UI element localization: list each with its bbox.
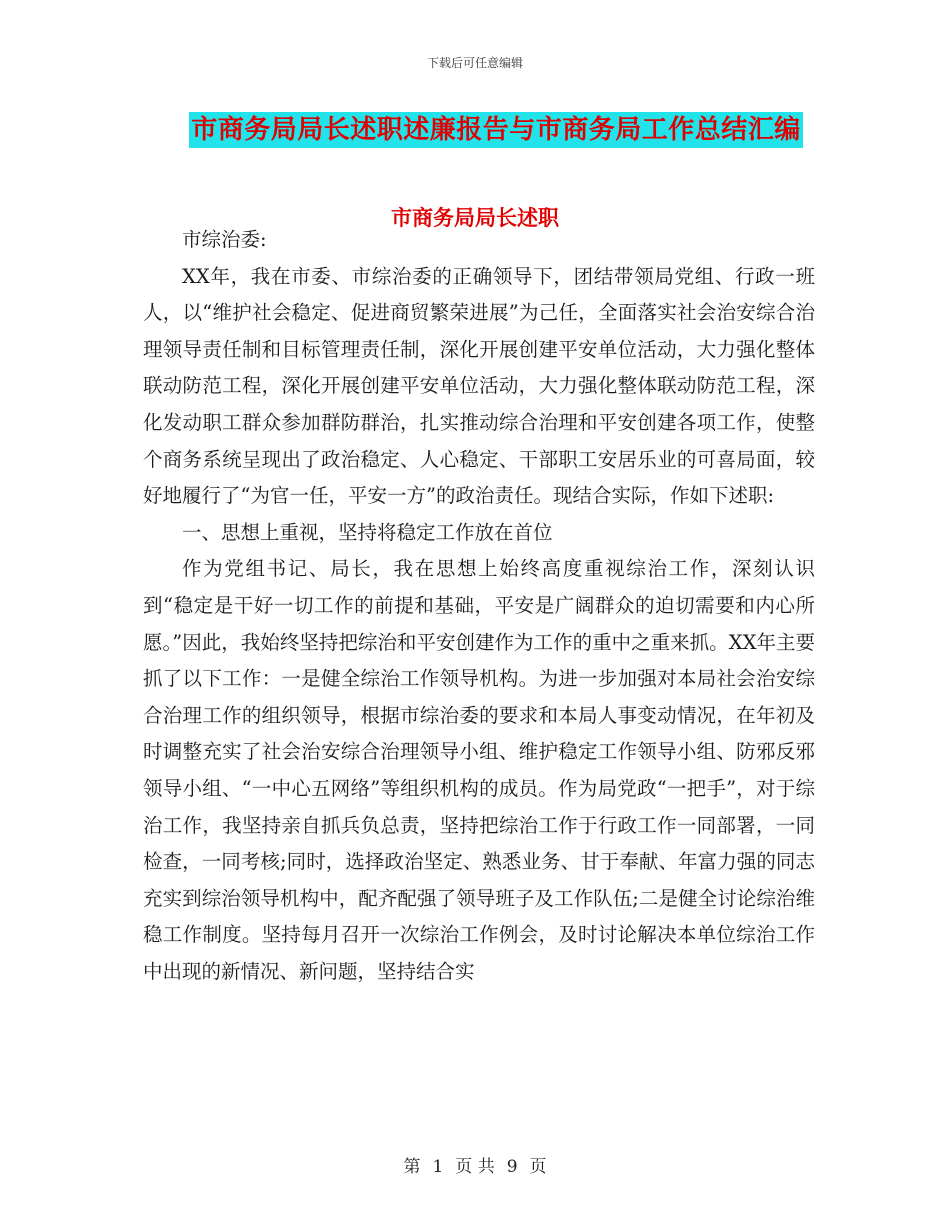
section-heading-1: 一、思想上重视，坚持将稳定工作放在首位 (182, 520, 553, 544)
greeting: 市综治委: (182, 228, 267, 251)
footer-total-pages: 9 (506, 1157, 518, 1177)
footer-current-page: 1 (432, 1157, 444, 1177)
footer-prefix: 第 (403, 1157, 421, 1177)
main-title-container (0, 112, 950, 148)
footer-mid: 页 共 (455, 1157, 495, 1177)
document-body (143, 219, 815, 990)
page-number-footer (0, 1152, 950, 1177)
paragraph-body: 作为党组书记、局长，我在思想上始终高度重视综治工作，深刻认识到“稳定是干好一切工作的前提和基础，平安是广阔群众的迫切需要和内心所愿。”因此，我始终坚持把综治和平安创建作为工作的重中之重来抓。XX年主要抓了以下工作：一是健全综治工作领导机构。为进一步加强对本局社会治安综合治理工作的组织领导，根据市综治委的要求和本局人事变动情况，在年初及时调整充实了社会治安综合治理领导小组、维护稳定工作领导小组、防邪反邪领导小组、“一中心五网络”等组织机构的成员。作为局党政“一把手”，对于综治工作，我坚持亲自抓兵负总责，坚持把综治工作于行政工作一同部署，一同检查，一同考核;同时，选择政治坚定、熟悉业务、甘于奉献、年富力强的同志充实到综治领导机构中，配齐配强了领导班子及工作队伍;二是健全讨论综治维稳工作制度。坚持每月召开一次综治工作例会，及时讨论解决本单位综治工作中出现的新情况、新问题，坚持结合实 (143, 557, 815, 983)
header-note: 下载后可任意编辑 (426, 56, 523, 70)
main-title: 市商务局局长述职述廉报告与市商务局工作总结汇编 (189, 112, 803, 148)
section-title: 市商务局局长述职 (391, 205, 559, 230)
footer-suffix: 页 (529, 1157, 547, 1177)
paragraph-intro: XX年，我在市委、市综治委的正确领导下，团结带领局党组、行政一班人，以“维护社会稳定、促进商贸繁荣进展”为己任，全面落实社会治安综合治理领导责任制和目标管理责任制，深化开展创建平安单位活动，大力强化整体联动防范工程，深化开展创建平安单位活动，大力强化整体联动防范工程，深化发动职工群众参加群防群治，扎实推动综合治理和平安创建各项工作，使整个商务系统呈现出了政治稳定、人心稳定、干部职工安居乐业的可喜局面，较好地履行了“为官一任，平安一方”的政治责任。现结合实际，作如下述职: (143, 264, 815, 508)
